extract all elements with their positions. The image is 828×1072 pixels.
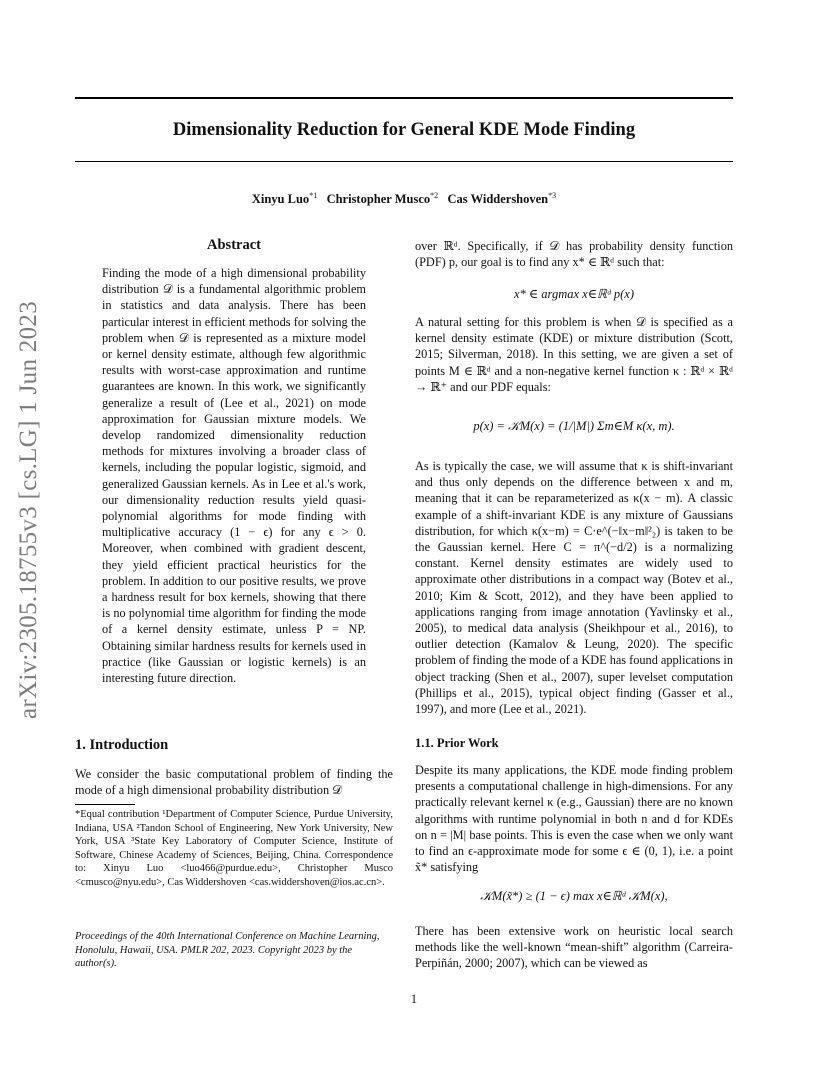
author-mark: *2 [430,191,439,200]
title-bottom-rule [75,161,733,162]
author-name: Cas Widdershoven [447,192,549,207]
footnote-text: *Equal contribution ¹Department of Computer Science, Purdue University, Indiana, USA ²Tandon School of Engineering, New York University, New York, USA ³State Key Laboratory of Computer Science, Institute of Software, Chinese Academy of Sciences, Beijing, China. Correspondence to: Xinyu Luo <luo466@purdue.edu>, Christopher Musco <cmusco@nyu.edu>, Cas Widdershoven <cas.widdershoven@ios.ac.cn>. [75,809,393,888]
section-heading-prior-work: 1.1. Prior Work [415,736,499,750]
arxiv-sidebar [8,300,50,720]
author-list [75,191,733,207]
right-paragraph-1 [415,238,733,270]
footnote [75,808,393,889]
paragraph-text: As is typically the case, we will assume that κ is shift-invariant and thus only depends on the difference between x and m, meaning that it can be reparameterized as κ(x − m). A classic example of a shift-invariant KDE is any mixture of Gaussians distribution, for which κ(x−m) = C·e^(−‖x−m‖²₂) is taken to be the Gaussian kernel. Here C = π^(−d/2) is a normalizing constant. Kernel density estimates are widely used to approximate other distributions in a compact way (Botev et al., 2010; Kim & Scott, 2012), and they have been applied to applications ranging from image annotation (Yavlinsky et al., 2005), to medical data analysis (Sheikhpour et al., 2016), to outlier detection (Kamalov & Leung, 2020). The specific problem of finding the mode of a KDE has found applications in object tracking (Shen et al., 2007), super levelset computation (Phillips et al., 2015), typical object finding (Gasser et al., 1997), and more (Lee et al., 2021). [415,459,733,717]
intro-paragraph [75,766,393,798]
right-paragraph-3 [415,458,733,717]
section-heading-introduction: 1. Introduction [75,737,169,753]
right-paragraph-2 [415,314,733,395]
arxiv-id: arXiv:2305.18755v3 [cs.LG] 1 Jun 2023 [15,301,42,719]
abstract-heading: Abstract [207,237,261,253]
top-rule [75,97,733,99]
author-name: Christopher Musco [326,192,431,207]
paragraph-text: Despite its many applications, the KDE mode finding problem presents a computational challenge in high-dimensions. For any practically relevant kernel κ (e.g., Gaussian) there are no known algorithms with runtime polynomial in both n and d for KDEs on n = |M| base points. This is even the case when we only want to find an ϵ-approximate mode for some ϵ ∈ (0, 1), i.e. a point x̃* satisfying [415,763,733,875]
paragraph-text: over ℝᵈ. Specifically, if 𝒟 has probability density function (PDF) p, our goal is to find any x* ∈ ℝᵈ such that: [415,239,733,270]
proceedings-note [75,930,393,971]
equation-kde: p(x) = 𝒦M(x) = (1/|M|) Σm∈M κ(x, m). [473,419,675,433]
intro-text: We consider the basic computational problem of finding the mode of a high dimensional probability distribution 𝒟 [75,767,393,798]
page-number: 1 [410,992,418,1006]
abstract-paragraph: Finding the mode of a high dimensional probability distribution 𝒟 is a fundamental algorithmic problem in statistics and data analysis. There has been particular interest in efficient methods for solving the problem when 𝒟 is represented as a mixture model or kernel density estimate, although few algorithmic results with worst-case approximation and runtime guarantees are known. In this work, we significantly generalize a result of (Lee et al., 2021) on mode approximation for Gaussian mixture models. We develop randomized dimensionality reduction methods for mixtures involving a broader class of kernels, including the popular logistic, sigmoid, and generalized Gaussian kernels. As in Lee et al.'s work, our dimensionality reduction results yield quasi-polynomial algorithms for mode finding with multiplicative accuracy (1 − ϵ) for any ϵ > 0. Moreover, when combined with gradient descent, they yield efficient practical heuristics for the problem. In addition to our positive results, we prove a hardness result for box kernels, showing that there is no polynomial time algorithm for finding the mode of a kernel density estimate, unless P = NP. Obtaining similar hardness results for kernels used in practice (like Gaussian or logistic kernels) is an interesting future direction. [102,266,366,686]
author-mark: *1 [309,191,318,200]
right-paragraph-5 [415,923,733,972]
right-paragraph-4 [415,762,733,875]
paper-title: Dimensionality Reduction for General KDE Mode Finding [172,120,636,140]
paragraph-text: A natural setting for this problem is when 𝒟 is specified as a kernel density estimate (KDE) or mixture distribution (Scott, 2015; Silverman, 2018). In this setting, we are given a set of points M ∈ ℝᵈ and a non-negative kernel function κ : ℝᵈ × ℝᵈ → ℝ⁺ and our PDF equals: [415,315,733,394]
equation-argmax: x* ∈ argmax x∈ℝᵈ p(x) [514,287,634,301]
footnote-rule [75,804,135,805]
proceedings-text: Proceedings of the 40th International Conference on Machine Learning, Honolulu, Hawaii, USA. PMLR 202, 2023. Copyright 2023 by the author(s). [75,931,380,969]
author-mark: *3 [548,191,557,200]
abstract-text [102,265,366,686]
author-name: Xinyu Luo [251,192,310,207]
paragraph-text: There has been extensive work on heuristic local search methods like the well-known “mean-shift” algorithm (Carreira-Perpiñán, 2000; 2007), which can be viewed as [415,924,733,971]
equation-approx-mode: 𝒦M(x̃*) ≥ (1 − ϵ) max x∈ℝᵈ 𝒦M(x), [480,889,668,903]
